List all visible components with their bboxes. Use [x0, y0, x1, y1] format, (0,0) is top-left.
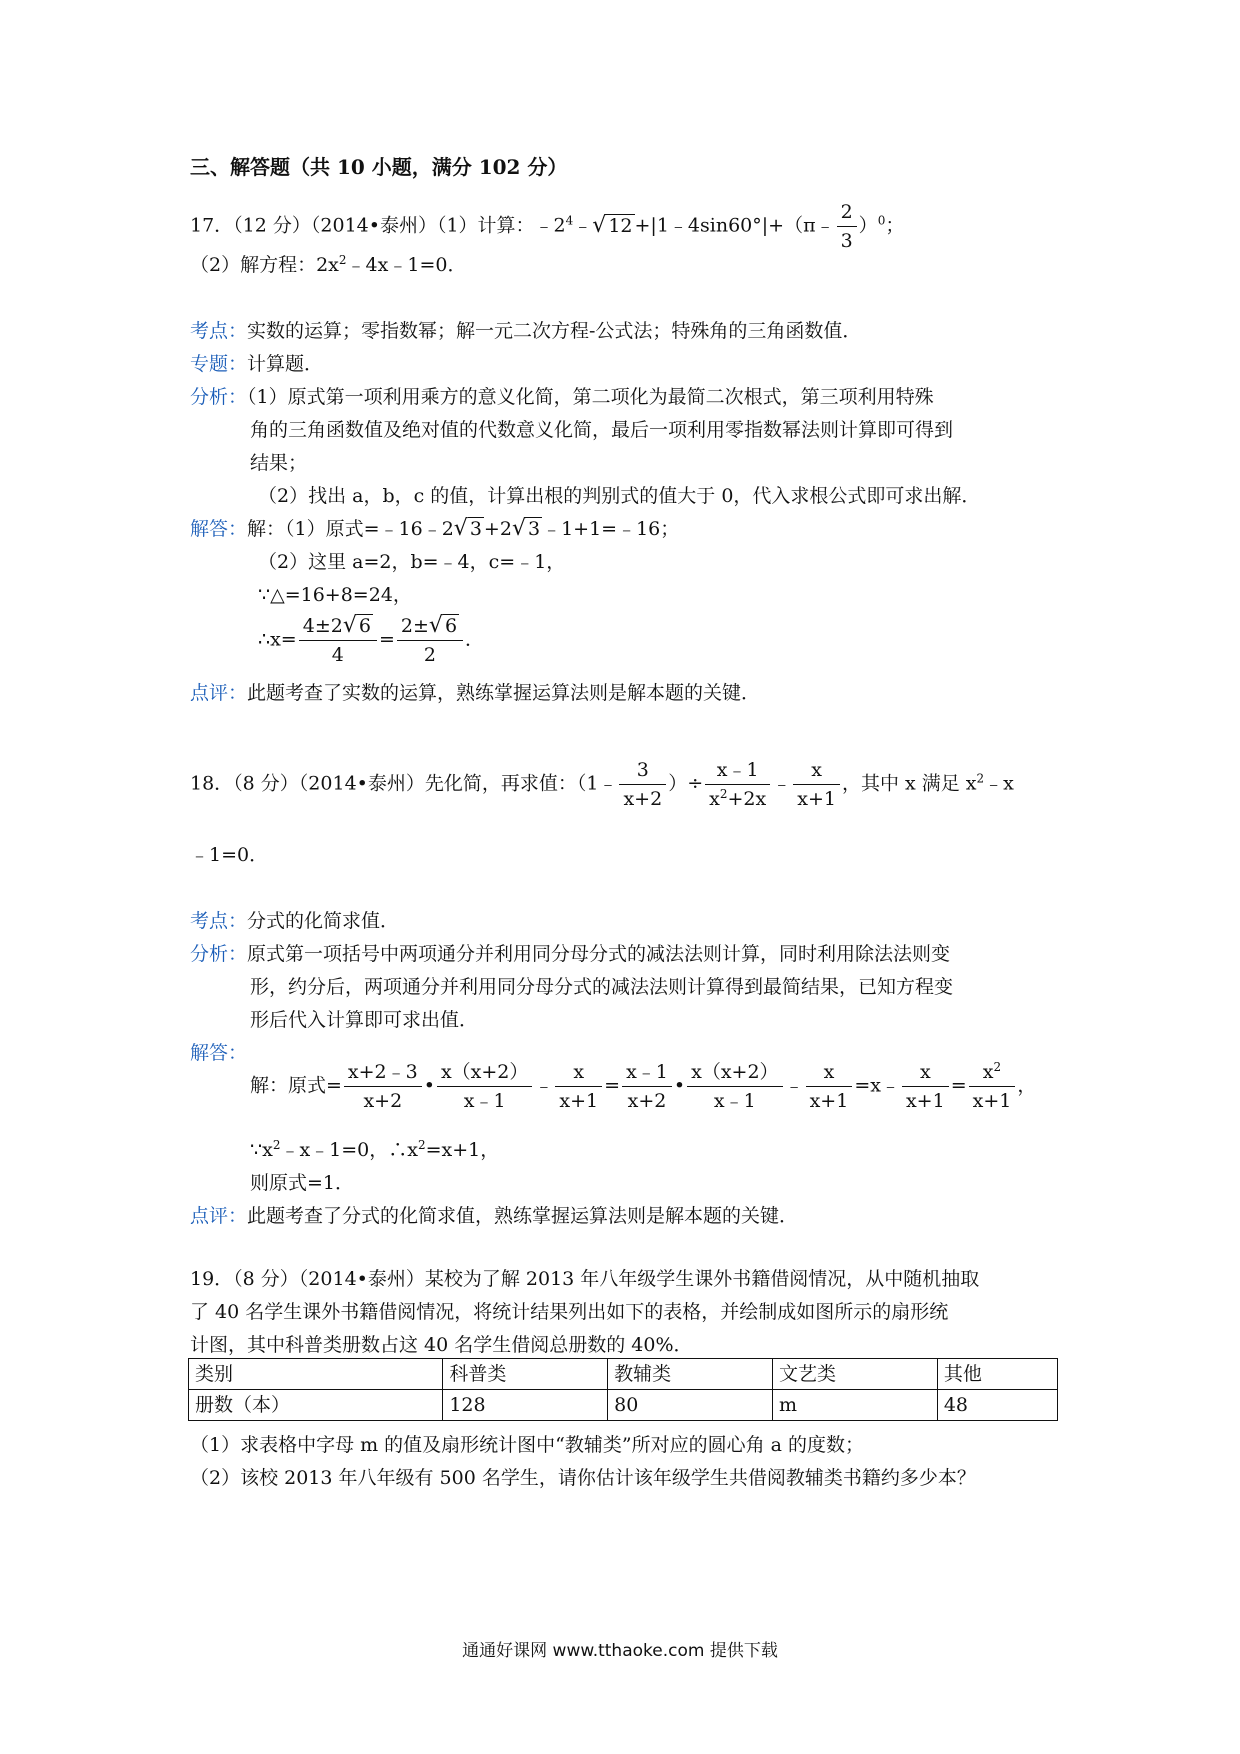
q17-fenxi-2: 角的三角函数值及绝对值的代数意义化简，最后一项利用零指数幂法则计算即可得到 [250, 419, 954, 441]
fenxi-label: 分析： [190, 386, 248, 408]
q18-frac-1: $\frac{3}{x+2}$ [619, 756, 666, 813]
q17-fenxi: 分析：（1）原式第一项利用乘方的意义化简，第二项化为最简二次根式，第三项利用特殊 [190, 386, 934, 408]
section-heading: 三、解答题（共 10 小题，满分 102 分） [190, 155, 568, 179]
q18-fenxi-2: 形，约分后，两项通分并利用同分母分式的减法法则计算得到最简结果，已知方程变 [250, 976, 954, 998]
q17-fenxi-4: （2）找出 a，b，c 的值，计算出根的判别式的值大于 0，代入求根公式即可求出解． [258, 485, 981, 507]
table-cell: 教辅类 [608, 1359, 773, 1390]
sqrt3-b: √ 3 [511, 516, 541, 541]
q18-dianping: 点评：此题考查了分式的化简求值，熟练掌握运算法则是解本题的关键． [190, 1205, 799, 1227]
q18-fenxi: 分析：原式第一项括号中两项通分并利用同分母分式的减法法则计算，同时利用除法法则变 [190, 943, 951, 965]
q17-dianping: 点评：此题考查了实数的运算，熟练掌握运算法则是解本题的关键． [190, 682, 761, 704]
table-cell: 128 [443, 1390, 608, 1421]
q17-prefix: 17．（12 分）（2014•泰州）（1）计算： [190, 214, 535, 237]
kaodian-label: 考点： [190, 320, 248, 342]
q18-jieda-expr: 解：原式= $\frac{x+2﹣3}{x+2}$ • $\frac{x(x+2)}{x﹣1}$ ﹣ $\frac{x}{x+1}$ = $\frac{x﹣1}{x+2}$ • $\frac{x(x+2)}{x﹣1}$ ﹣ $\frac{x}{x+1}$ =x﹣ $\frac{x}{x+1}$ = $\frac{x^2}{x+1}$ ， [250, 1060, 1037, 1112]
q17-sqrt: √ 12 [592, 212, 633, 238]
q17-expr-b: ﹣ [573, 214, 593, 237]
table-cell: 80 [608, 1390, 773, 1421]
dianping-label: 点评： [190, 682, 248, 704]
q17-root-fraction-2: $\frac{2\pm√ 6}{2}$ [397, 612, 463, 669]
q17-jd3: ∵△=16+8=24， [258, 584, 412, 606]
q18-stem: 18．（8 分）（2014•泰州）先化简，再求值：（1﹣ $\frac{3}{x+2}$ ）÷ $\frac{x﹣1}{x^2+2x}$ ﹣ $\frac{x}{x+1}$ ，其中 x 满足 $x^2﹣x$ [190, 756, 1014, 813]
q19-stem-1: 19．（8 分）（2014•泰州）某校为了解 2013 年八年级学生课外书籍借阅情况，从中随机抽取 [190, 1268, 980, 1290]
table-cell: 科普类 [443, 1359, 608, 1390]
table-cell: 文艺类 [773, 1359, 938, 1390]
table-cell: 其他 [937, 1359, 1057, 1390]
q18-fenxi-3: 形后代入计算即可求出值． [250, 1009, 479, 1031]
table-cell: 册数（本） [189, 1390, 443, 1421]
q17-exp: 4 [565, 213, 574, 228]
q19-sub2: （2）该校 2013 年八年级有 500 名学生，请你估计该年级学生共借阅教辅类书籍约多少本？ [190, 1467, 976, 1489]
q17-expr-a: ﹣2 [534, 214, 566, 237]
q18-stem-2: ﹣1=0． [190, 844, 269, 866]
q19-stem-2: 了 40 名学生课外书籍借阅情况，将统计结果列出如下的表格，并绘制成如图所示的扇形统 [190, 1301, 949, 1323]
q17-fenxi-3: 结果； [250, 452, 308, 474]
q17-jd4: ∴x= $\frac{4\pm 2√ 6}{4}$ = $\frac{2\pm√ 6}{2}$ ． [258, 612, 484, 669]
footer-watermark: 通通好课网 www.tthaoke.com 提供下载 [462, 1641, 778, 1661]
q18-frac-2: $\frac{x﹣1}{x^2+2x}$ [705, 756, 770, 813]
q18-jd3: 则原式=1． [250, 1172, 355, 1194]
q18-frac-3: $\frac{x}{x+1}$ [793, 756, 840, 813]
table-cell: 48 [937, 1390, 1057, 1421]
table-row [189, 1359, 1058, 1390]
q17-expr-c: +|1﹣4sin60°|+（π﹣ [634, 214, 835, 237]
table-row [189, 1390, 1058, 1421]
q17-fraction: $\frac{2}{3}$ [837, 198, 857, 255]
jieda-label: 解答： [190, 518, 248, 540]
q17-root-fraction-1: $\frac{4\pm 2√ 6}{4}$ [299, 612, 377, 669]
q17-stem [190, 198, 904, 255]
q19-table [188, 1358, 1058, 1421]
q19-sub1: （1）求表格中字母 m 的值及扇形统计图中“教辅类”所对应的圆心角 a 的度数； [190, 1434, 865, 1456]
table-cell: 类别 [189, 1359, 443, 1390]
q17-expr-d: ） [858, 214, 878, 237]
zhuanti-label: 专题： [190, 353, 248, 375]
q17-kaodian: 考点：实数的运算；零指数幂；解一元二次方程-公式法；特殊角的三角函数值． [190, 320, 862, 342]
q19-stem-3: 计图，其中科普类册数占这 40 名学生借阅总册数的 40%． [190, 1334, 693, 1356]
q18-jieda-label: 解答： [190, 1042, 248, 1064]
table-cell: m [773, 1390, 938, 1421]
q17-jd2: （2）这里 a=2，b=﹣4，c=﹣1， [258, 551, 566, 573]
q17-expr-e: ； [885, 214, 905, 237]
sqrt3-a: √ 3 [453, 516, 482, 541]
q17-jieda: 解答：解：（1）原式=﹣16﹣2√ 3 +2√ 3 ﹣1+1=﹣16； [190, 516, 680, 541]
q17-part2: （2）解方程：$2x^2﹣4x﹣1=0$． [190, 253, 467, 276]
q18-kaodian: 考点：分式的化简求值． [190, 910, 400, 932]
q17-zhuanti: 专题：计算题． [190, 353, 324, 375]
q17-exp0: 0 [877, 213, 886, 228]
q18-jd2: $\because x^2﹣x﹣1=0$，$\therefore x^2=x+1$， [250, 1138, 500, 1161]
